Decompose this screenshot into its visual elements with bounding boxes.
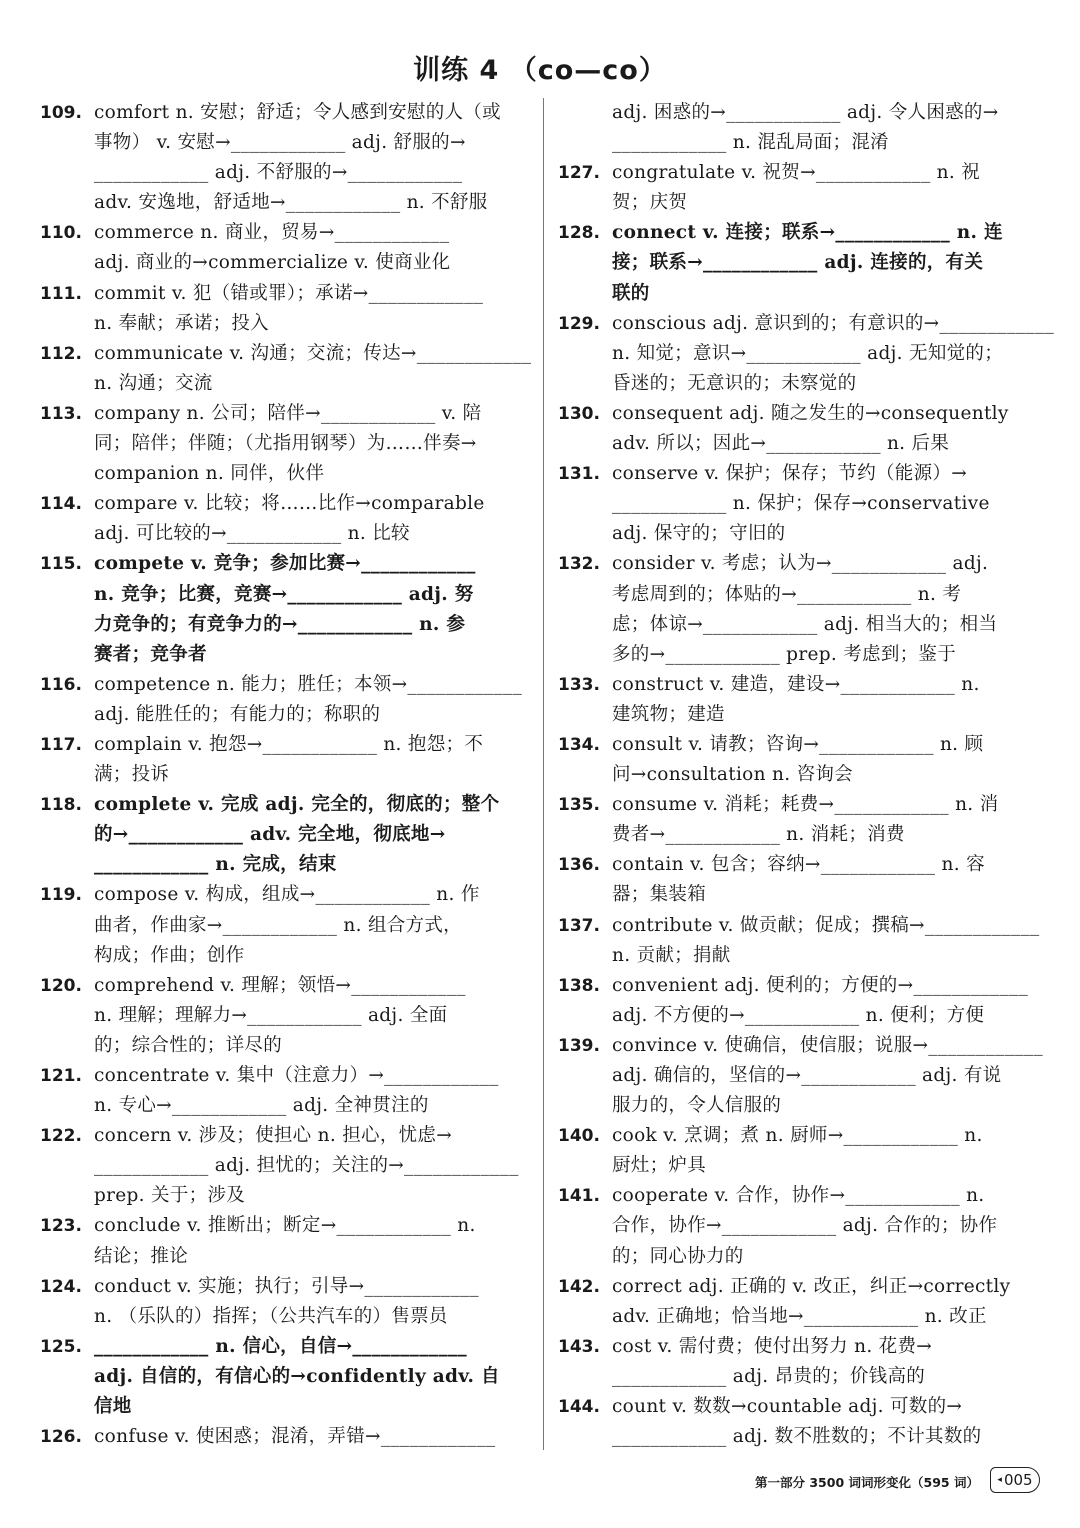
entry-continuation-line: [40, 1181, 468, 1211]
entry-text: 接；联系→____________ adj. 连接的，有关: [612, 252, 984, 274]
entry-text: 的；综合性的；详尽的: [94, 1034, 283, 1056]
entry-continuation-line: [558, 1362, 1044, 1392]
entry-number: 143.: [558, 1336, 600, 1357]
entry-continuation-line: [558, 820, 1044, 850]
entry-text: convenient adj. 便利的；方便的→____________: [612, 974, 1028, 996]
entry-text: 结论；推论: [94, 1245, 189, 1267]
entry-line: [558, 971, 1044, 1001]
entry-continuation-line: [40, 1151, 519, 1181]
entry-number: 134.: [558, 734, 600, 755]
entry-text: 昏迷的；无意识的；未察觉的: [612, 372, 857, 394]
entry-number: 137.: [558, 915, 600, 936]
entry-text: 力竞争的；有竞争力的→____________ n. 参: [94, 613, 466, 635]
entry-text: 的；同心协力的: [612, 1245, 744, 1267]
entry-text: cook v. 烹调；煮 n. 厨师→____________ n.: [612, 1125, 983, 1147]
entry-continuation-line: [558, 279, 1044, 309]
entry-number: 144.: [558, 1397, 600, 1418]
entry-text: 虑；体谅→____________ adj. 相当大的；相当: [612, 613, 998, 635]
entry-line: [558, 218, 1044, 248]
entry-number: 125.: [40, 1336, 82, 1357]
entry-line: [40, 1061, 499, 1091]
right-column: [558, 98, 1055, 1452]
entry-text: 的→____________ adv. 完全地，彻底地→: [94, 824, 446, 846]
entry-number: 122.: [40, 1126, 82, 1147]
entry-text: adj. 自信的，有信心的→confidently adv. 自: [94, 1365, 500, 1387]
entry-line: [40, 971, 468, 1001]
entry-continuation-line: [558, 188, 1044, 218]
entry-text: n. 专心→____________ adj. 全神贯注的: [94, 1095, 429, 1117]
entry-continuation-line: [40, 760, 468, 790]
entry-text: adj. 能胜任的；有能力的；称职的: [94, 703, 381, 725]
entry-line: [40, 339, 532, 369]
entry-text: ____________ adj. 昂贵的；价钱高的: [612, 1365, 926, 1387]
entry-continuation-line: [40, 158, 468, 188]
entry-text: conduct v. 实施；执行；引导→____________: [94, 1275, 479, 1297]
entry-text: commit v. 犯（错或罪）；承诺→____________: [94, 282, 484, 304]
page-arrow-icon: ◂: [997, 1475, 1002, 1485]
entry-text: 建筑物；建造: [612, 703, 725, 725]
entry-line: [558, 730, 1044, 760]
entry-number: 132.: [558, 554, 600, 575]
entry-number: 140.: [558, 1126, 600, 1147]
entry-continuation-line: [40, 519, 468, 549]
entry-line: [558, 1272, 1044, 1302]
entry-text: communicate v. 沟通；交流；传达→____________: [94, 342, 532, 364]
entry-text: adj. 商业的→commercialize v. 使商业化: [94, 252, 451, 274]
entry-text: adj. 保守的；守旧的: [612, 523, 786, 545]
entry-text: ____________ n. 混乱局面；混淆: [612, 132, 889, 154]
entry-number: 135.: [558, 795, 600, 816]
entry-continuation-line: [40, 128, 468, 158]
entry-text: 信地: [94, 1396, 132, 1418]
entry-continuation-line: [40, 1031, 468, 1061]
entry-text: ____________ n. 完成，结束: [94, 854, 337, 876]
entry-continuation-line: [40, 188, 488, 218]
entry-continuation-line: [558, 98, 1044, 128]
entry-text: 多的→____________ prep. 考虑到；鉴于: [612, 643, 957, 665]
page-number-badge: [990, 1467, 1040, 1493]
entry-text: n. （乐队的）指挥；（公共汽车的）售票员: [94, 1305, 448, 1327]
entry-continuation-line: [558, 640, 1044, 670]
entry-text: adj. 困惑的→____________ adj. 令人困惑的→: [612, 102, 999, 123]
entry-text: construct v. 建造，建设→____________ n.: [612, 673, 980, 695]
entry-continuation-line: [40, 580, 474, 610]
entry-text: consult v. 请教；咨询→____________ n. 顾: [612, 733, 984, 755]
entry-number: 133.: [558, 674, 600, 695]
entry-number: 141.: [558, 1186, 600, 1207]
entry-text: commerce n. 商业，贸易→____________: [94, 222, 450, 244]
entry-line: [40, 218, 468, 248]
entry-line: [558, 309, 1055, 339]
entry-text: comprehend v. 理解；领悟→____________: [94, 974, 466, 996]
entry-text: 费者→____________ n. 消耗；消费: [612, 824, 905, 846]
entry-text: concern v. 涉及；使担心 n. 担心，忧虑→: [94, 1125, 453, 1147]
entry-text: consequent adj. 随之发生的→consequently: [612, 402, 1009, 424]
entry-text: ____________ adj. 数不胜数的；不计其数的: [612, 1426, 982, 1448]
entry-continuation-line: [40, 1302, 468, 1332]
entry-number: 109.: [40, 103, 82, 123]
entry-text: cost v. 需付费；使付出努力 n. 花费→: [612, 1335, 933, 1357]
entry-line: [40, 1121, 468, 1151]
entry-continuation-line: [40, 1392, 468, 1422]
entry-continuation-line: [40, 640, 468, 670]
entry-text: adv. 正确地；恰当地→____________ n. 改正: [612, 1305, 987, 1327]
entry-number: 139.: [558, 1035, 600, 1056]
entry-line: [40, 1422, 496, 1452]
entry-text: ____________ adj. 担忧的；关注的→____________: [94, 1155, 519, 1177]
entry-number: 113.: [40, 403, 82, 424]
entry-continuation-line: [40, 700, 468, 730]
entry-continuation-line: [558, 700, 1044, 730]
entry-number: 112.: [40, 343, 82, 364]
entry-text: 厨灶；炉具: [612, 1155, 707, 1177]
entry-text: n. 沟通；交流: [94, 372, 213, 394]
entry-number: 118.: [40, 795, 82, 816]
footer-section-label: 第一部分 3500 词词形变化（595 词）: [755, 1475, 979, 1490]
entry-line: [558, 1392, 1044, 1422]
entry-number: 124.: [40, 1276, 82, 1297]
entry-continuation-line: [40, 941, 468, 971]
entry-continuation-line: [40, 1001, 468, 1031]
entry-number: 121.: [40, 1066, 82, 1086]
entry-number: 136.: [558, 855, 600, 876]
entry-number: 120.: [40, 975, 82, 996]
entry-continuation-line: [40, 459, 468, 489]
entry-continuation-line: [558, 1242, 1044, 1272]
entry-line: [558, 1031, 1044, 1061]
entry-text: 器；集装箱: [612, 884, 707, 906]
entry-text: 事物） v. 安慰→____________ adj. 舒服的→: [94, 132, 466, 154]
entry-text: 问→consultation n. 咨询会: [612, 764, 853, 786]
entry-line: [40, 489, 485, 519]
entry-text: consume v. 消耗；耗费→____________ n. 消: [612, 794, 999, 816]
entry-continuation-line: [558, 941, 1044, 971]
entry-text: conserve v. 保护；保存；节约（能源）→: [612, 463, 967, 485]
entry-text: 考虑周到的；体贴的→____________ n. 考: [612, 583, 962, 605]
entry-number: 116.: [40, 674, 82, 695]
entry-text: cooperate v. 合作，协作→____________ n.: [612, 1185, 985, 1207]
entry-line: [40, 279, 484, 309]
entry-number: 119.: [40, 885, 82, 906]
entry-text: consider v. 考虑；认为→____________ adj.: [612, 553, 989, 575]
entry-text: compete v. 竞争；参加比赛→____________: [94, 553, 476, 575]
entry-text: contribute v. 做贡献；促成；撰稿→____________: [612, 914, 1040, 936]
entry-continuation-line: [40, 1242, 468, 1272]
entry-continuation-line: [558, 429, 1044, 459]
entry-number: 138.: [558, 975, 600, 996]
entry-line: [40, 1211, 476, 1241]
entry-number: 127.: [558, 163, 600, 184]
entry-text: n. 贡献；捐献: [612, 944, 731, 966]
entry-text: n. 理解；理解力→____________ adj. 全面: [94, 1004, 448, 1026]
entry-line: [40, 880, 480, 910]
entry-text: confuse v. 使困惑；混淆，弄错→____________: [94, 1426, 496, 1448]
entry-continuation-line: [558, 519, 1044, 549]
entry-text: n. 知觉；意识→____________ adj. 无知觉的；: [612, 342, 1004, 364]
entry-line: [40, 1272, 479, 1302]
entry-line: [558, 790, 1044, 820]
entry-number: 110.: [40, 223, 82, 244]
entry-continuation-line: [558, 610, 1044, 640]
entry-text: correct adj. 正确的 v. 改正，纠正→correctly: [612, 1275, 1011, 1297]
entry-text: 贺；庆贺: [612, 192, 688, 214]
entry-line: [40, 730, 484, 760]
entry-continuation-line: [558, 369, 1044, 399]
entry-line: [558, 459, 1044, 489]
entry-continuation-line: [558, 248, 1044, 278]
entry-text: 构成；作曲；创作: [94, 944, 245, 966]
entry-continuation-line: [558, 760, 1044, 790]
entry-text: n. 竞争；比赛，竞赛→____________ adj. 努: [94, 583, 474, 605]
entry-text: 同；陪伴；伴随；（尤指用钢琴）为……伴奏→: [94, 433, 477, 455]
entry-text: competence n. 能力；胜任；本领→____________: [94, 673, 522, 695]
entry-text: adv. 安逸地，舒适地→____________ n. 不舒服: [94, 192, 488, 214]
entry-line: [40, 790, 500, 820]
entry-text: adv. 所以；因此→____________ n. 后果: [612, 433, 950, 455]
entry-continuation-line: [558, 339, 1044, 369]
entry-text: 曲者，作曲家→____________ n. 组合方式，: [94, 914, 462, 936]
entry-text: concentrate v. 集中（注意力）→____________: [94, 1065, 499, 1086]
entry-text: comfort n. 安慰；舒适；令人感到安慰的人（或: [94, 102, 501, 123]
entry-continuation-line: [558, 1151, 1044, 1181]
entry-text: compose v. 构成，组成→____________ n. 作: [94, 884, 480, 906]
entry-text: ____________ adj. 不舒服的→____________: [94, 162, 463, 184]
entry-text: conclude v. 推断出；断定→____________ n.: [94, 1215, 476, 1237]
entry-continuation-line: [40, 309, 468, 339]
entry-continuation-line: [558, 1211, 1044, 1241]
entry-continuation-line: [558, 580, 1044, 610]
entry-text: companion n. 同伴，伙伴: [94, 463, 325, 485]
entry-continuation-line: [40, 429, 477, 459]
entry-text: complain v. 抱怨→____________ n. 抱怨；不: [94, 733, 484, 755]
entry-line: [40, 399, 482, 429]
entry-text: n. 奉献；承诺；投入: [94, 312, 269, 334]
entry-number: 126.: [40, 1427, 82, 1448]
entry-continuation-line: [40, 1362, 500, 1392]
column-divider: [543, 98, 544, 1450]
entry-line: [40, 549, 476, 579]
entry-text: compare v. 比较；将……比作→comparable: [94, 493, 485, 515]
entry-text: 服力的，令人信服的: [612, 1095, 782, 1117]
entry-number: 128.: [558, 223, 600, 244]
entry-continuation-line: [558, 1091, 1044, 1121]
entry-line: [558, 399, 1044, 429]
entry-text: adj. 可比较的→____________ n. 比较: [94, 523, 410, 545]
entry-continuation-line: [558, 1001, 1044, 1031]
entry-text: ____________ n. 信心，自信→____________: [94, 1335, 467, 1357]
entry-continuation-line: [40, 610, 468, 640]
entry-text: prep. 关于；涉及: [94, 1185, 246, 1207]
left-column: [40, 98, 532, 1452]
entry-line: [40, 1332, 468, 1362]
entry-continuation-line: [40, 248, 468, 278]
entry-line: [558, 1332, 1044, 1362]
entry-line: [558, 1181, 1044, 1211]
entry-text: count v. 数数→countable adj. 可数的→: [612, 1396, 963, 1418]
entry-text: 赛者；竞争者: [94, 643, 207, 665]
entry-line: [40, 98, 501, 128]
entry-continuation-line: [40, 820, 468, 850]
entry-line: [558, 158, 1044, 188]
entry-number: 111.: [40, 283, 82, 304]
entry-number: 142.: [558, 1276, 600, 1297]
entry-continuation-line: [40, 369, 468, 399]
page-number: 005: [1003, 1471, 1033, 1489]
entry-number: 131.: [558, 464, 600, 485]
entry-text: adj. 确信的，坚信的→____________ adj. 有说: [612, 1065, 1002, 1086]
entry-text: company n. 公司；陪伴→____________ v. 陪: [94, 402, 482, 424]
entry-text: conscious adj. 意识到的；有意识的→____________: [612, 312, 1055, 334]
entry-number: 123.: [40, 1216, 82, 1237]
entry-line: [558, 549, 1044, 579]
entry-number: 129.: [558, 313, 600, 334]
entry-line: [558, 850, 1044, 880]
entry-continuation-line: [558, 880, 1044, 910]
entry-continuation-line: [558, 489, 1044, 519]
entry-continuation-line: [558, 1422, 1044, 1452]
entry-continuation-line: [558, 1302, 1044, 1332]
entry-text: complete v. 完成 adj. 完全的，彻底的；整个: [94, 794, 500, 816]
entry-text: 合作，协作→____________ adj. 合作的；协作: [612, 1215, 998, 1237]
entry-line: [40, 670, 522, 700]
entry-continuation-line: [558, 128, 1044, 158]
entry-number: 114.: [40, 494, 82, 515]
entry-continuation-line: [40, 850, 468, 880]
entry-text: convince v. 使确信，使信服；说服→____________: [612, 1034, 1043, 1056]
entry-text: 满；投诉: [94, 764, 170, 786]
entry-number: 130.: [558, 403, 600, 424]
entry-text: connect v. 连接；联系→____________ n. 连: [612, 222, 1003, 244]
entry-line: [558, 911, 1044, 941]
entry-text: adj. 不方便的→____________ n. 便利；方便: [612, 1004, 985, 1026]
entry-text: congratulate v. 祝贺→____________ n. 祝: [612, 162, 981, 184]
entry-text: ____________ n. 保护；保存→conservative: [612, 493, 990, 515]
entry-text: contain v. 包含；容纳→____________ n. 容: [612, 854, 985, 876]
entry-text: 联的: [612, 282, 650, 304]
entry-continuation-line: [558, 1061, 1044, 1091]
entry-line: [558, 1121, 1044, 1151]
page-title: 训练 4 （co—co）: [413, 55, 667, 86]
entry-continuation-line: [40, 1091, 468, 1121]
entry-continuation-line: [40, 911, 468, 941]
entry-line: [558, 670, 1044, 700]
entry-number: 117.: [40, 734, 82, 755]
entry-number: 115.: [40, 554, 82, 575]
